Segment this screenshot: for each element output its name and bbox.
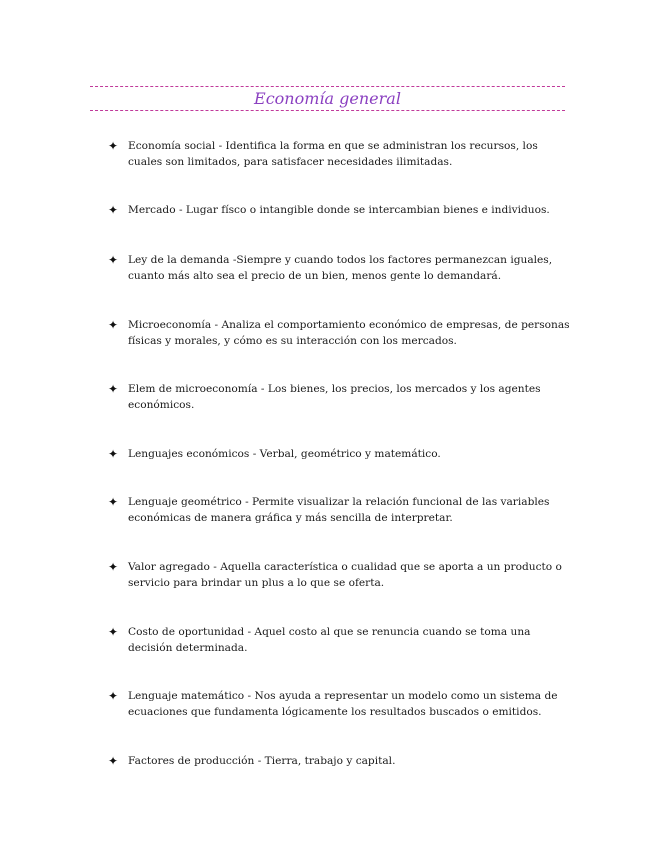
list-item xyxy=(108,317,570,349)
star-bullet-icon: ✦ xyxy=(108,318,119,332)
star-bullet-icon: ✦ xyxy=(108,253,119,267)
list-item-text: Lenguajes económicos - Verbal, geométrico y matemático. xyxy=(128,448,441,460)
list-item xyxy=(108,559,570,591)
list-item xyxy=(108,138,570,170)
list-item xyxy=(108,753,570,769)
star-bullet-icon: ✦ xyxy=(108,382,119,396)
list-item xyxy=(108,688,570,720)
star-bullet-icon: ✦ xyxy=(108,754,119,768)
list-item-text: Valor agregado - Aquella característica o cualidad que se aporta a un producto o servicio para brindar un plus a lo que se oferta. xyxy=(128,561,562,589)
list-item-text: Lenguaje matemático - Nos ayuda a representar un modelo como un sistema de ecuaciones que fundamenta lógicamente los resultados buscados o emitidos. xyxy=(128,690,558,718)
star-bullet-icon: ✦ xyxy=(108,560,119,574)
star-bullet-icon: ✦ xyxy=(108,625,119,639)
title-header xyxy=(90,86,565,111)
title-bottom-rule xyxy=(90,110,565,111)
list-item xyxy=(108,252,570,284)
list-item-text: Microeconomía - Analiza el comportamiento económico de empresas, de personas físicas y morales, y cómo es su interacción con los mercados. xyxy=(128,319,570,347)
star-bullet-icon: ✦ xyxy=(108,139,119,153)
page-title: Economía general xyxy=(254,89,401,108)
list-item-text: Economía social - Identifica la forma en que se administran los recursos, los cuales son limitados, para satisfacer necesidades ilimitadas. xyxy=(128,140,538,168)
list-item xyxy=(108,446,570,462)
list-item-text: Factores de producción - Tierra, trabajo y capital. xyxy=(128,755,396,767)
list-item-text: Mercado - Lugar físco o intangible donde se intercambian bienes e individuos. xyxy=(128,204,550,216)
list-item-text: Ley de la demanda -Siempre y cuando todos los factores permanezcan iguales, cuanto más alto sea el precio de un bien, menos gente lo demandará. xyxy=(128,254,553,282)
star-bullet-icon: ✦ xyxy=(108,495,119,509)
star-bullet-icon: ✦ xyxy=(108,447,119,461)
star-bullet-icon: ✦ xyxy=(108,689,119,703)
list-item xyxy=(108,202,570,218)
title-top-rule xyxy=(90,86,565,87)
list-item-text: Lenguaje geométrico - Permite visualizar la relación funcional de las variables económicas de manera gráfica y más sencilla de interpretar. xyxy=(128,496,550,524)
list-item xyxy=(108,494,570,526)
list-item xyxy=(108,381,570,413)
list-item-text: Costo de oportunidad - Aquel costo al que se renuncia cuando se toma una decisión determinada. xyxy=(128,626,531,654)
list-item xyxy=(108,624,570,656)
list-item-text: Elem de microeconomía - Los bienes, los precios, los mercados y los agentes económicos. xyxy=(128,383,541,411)
star-bullet-icon: ✦ xyxy=(108,203,119,217)
